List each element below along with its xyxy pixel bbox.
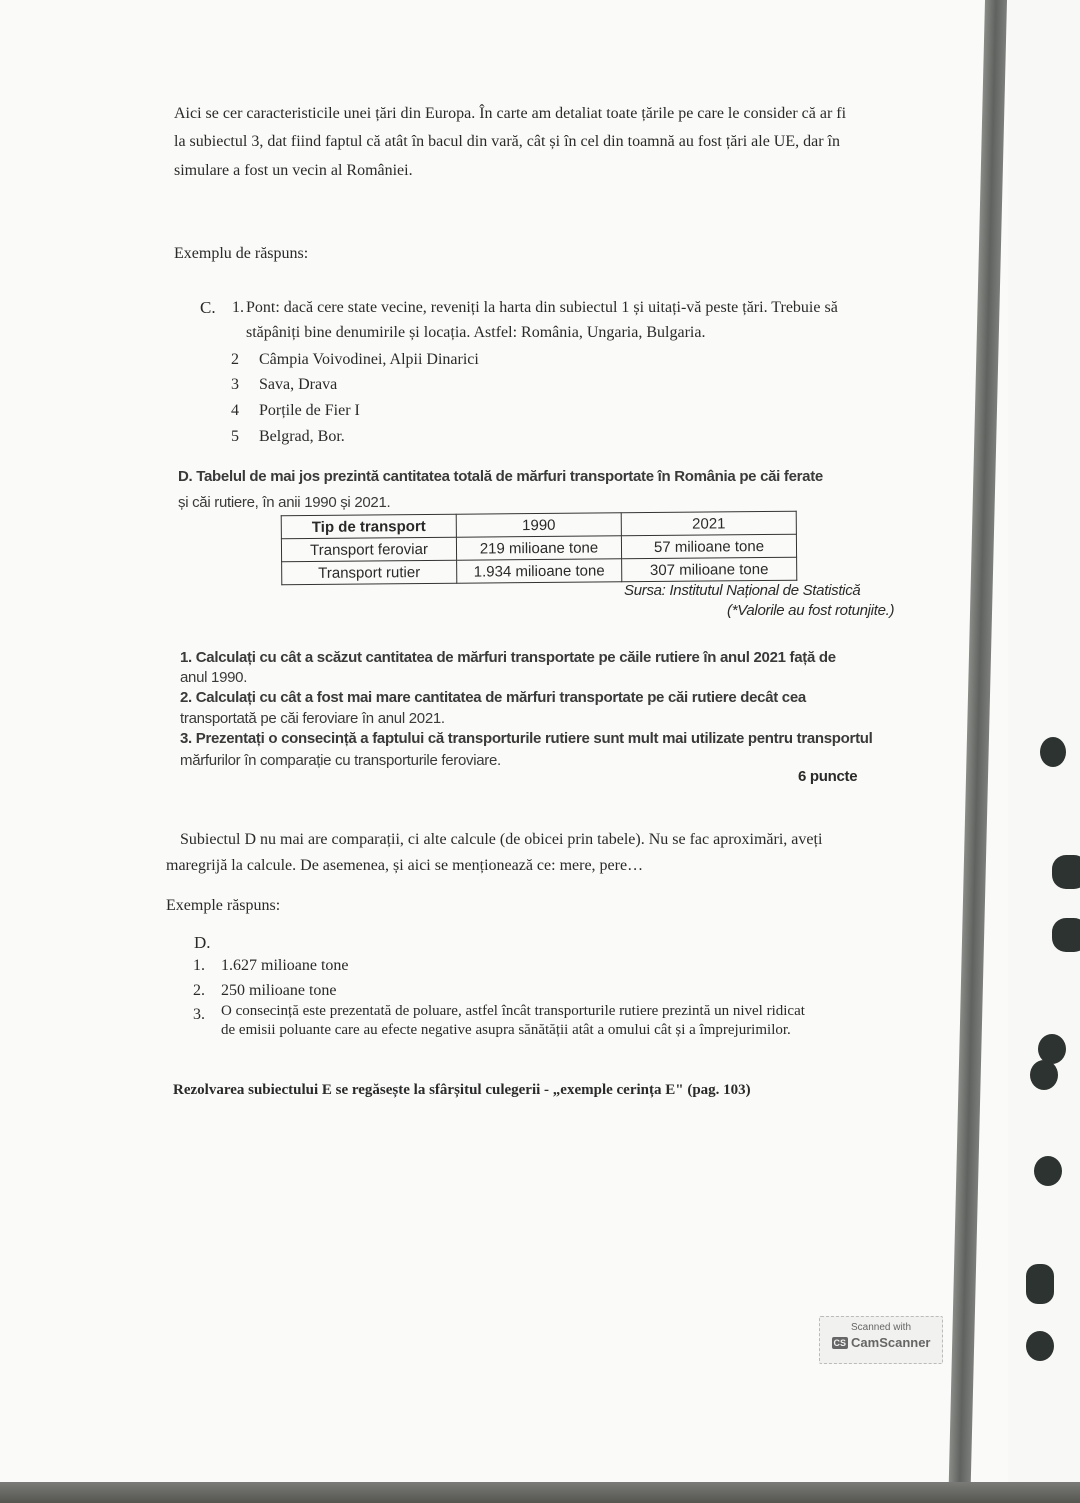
- question-1-line-2: anul 1990.: [180, 669, 248, 686]
- table-cell: Transport feroviar: [281, 537, 456, 562]
- example-c-item-1-line-2: stăpâniți bine denumirile și locația. Astfel: România, Ungaria, Bulgaria.: [246, 324, 706, 341]
- watermark-top-text: Scanned with: [850, 1322, 912, 1333]
- table-source: Sursa: Institutul Național de Statistică: [624, 582, 861, 599]
- watermark-brand: CamScanner: [851, 1335, 931, 1350]
- transport-table: [281, 511, 798, 586]
- subject-d-intro-line-1: D. Tabelul de mai jos prezintă cantitatea totală de mărfuri transportate în România pe căi ferate: [178, 468, 823, 485]
- example-c-item-2-text: Câmpia Voivodinei, Alpii Dinarici: [259, 351, 479, 368]
- commentary-line-2: maregrijă la calcule. De asemenea, și aici se menționează ce: mere, pere…: [166, 857, 644, 874]
- example-c-letter: C.: [200, 298, 216, 317]
- example-c-item-5-text: Belgrad, Bor.: [259, 428, 345, 445]
- binder-hole-icon: [1052, 918, 1080, 952]
- example-d-heading: Exemple răspuns:: [166, 897, 281, 914]
- example-d-item-1-num: 1.: [193, 957, 205, 974]
- binder-hole-icon: [1034, 1156, 1062, 1186]
- example-c-item-4-num: 4: [231, 402, 239, 419]
- example-c-item-3-num: 3: [231, 376, 239, 393]
- example-c-item-1-num: 1.: [232, 299, 244, 316]
- example-c-item-4-text: Porțile de Fier I: [259, 402, 360, 419]
- camscanner-watermark: [819, 1316, 943, 1364]
- points-label: 6 puncte: [798, 768, 858, 785]
- example-d-item-3-num: 3.: [193, 1006, 205, 1023]
- table-cell: Transport rutier: [282, 560, 457, 585]
- binder-hole-icon: [1026, 1331, 1054, 1361]
- table-note: (*Valorile au fost rotunjite.): [727, 602, 895, 619]
- question-2-line-1: 2. Calculați cu cât a fost mai mare cantitatea de mărfuri transportate pe căi rutiere decât cea: [180, 689, 806, 706]
- table-cell: 307 milioane tone: [622, 557, 797, 582]
- commentary-line-1: Subiectul D nu mai are comparații, ci alte calcule (de obicei prin tabele). Nu se fac aproximări, aveți: [180, 831, 823, 848]
- table-header: Tip de transport: [281, 514, 456, 539]
- intro-line-1: Aici se cer caracteristicile unei țări din Europa. În carte am detaliat toate țările pe care le consider că ar fi: [174, 105, 847, 122]
- example-d-item-2-text: 250 milioane tone: [221, 982, 337, 999]
- bottom-shadow-edge: [0, 1482, 1080, 1503]
- question-3-line-1: 3. Prezentați o consecință a faptului că transporturile rutiere sunt mult mai utilizate pentru transportul: [180, 730, 873, 747]
- table-cell: 57 milioane tone: [621, 534, 796, 559]
- intro-line-3: simulare a fost un vecin al României.: [174, 162, 413, 179]
- table-header: 2021: [621, 511, 796, 536]
- camscanner-logo-icon: CS: [833, 1338, 847, 1348]
- sleeve-margin: [1008, 0, 1080, 1503]
- binder-hole-icon: [1030, 1060, 1058, 1090]
- intro-line-2: la subiectul 3, dat fiind faptul că atât în bacul din vară, cât și în cel din toamnă au fost țări ale UE, dar în: [174, 133, 840, 150]
- example-c-heading: Exemplu de răspuns:: [174, 245, 309, 262]
- example-d-item-2-num: 2.: [193, 982, 205, 999]
- subject-e-note: Rezolvarea subiectului E se regăsește la sfârșitul culegerii - „exemple cerința E" (pag. 103): [173, 1082, 751, 1098]
- example-c-item-2-num: 2: [231, 351, 239, 368]
- example-c-item-1-line-1: Pont: dacă cere state vecine, reveniți la harta din subiectul 1 și uitați-vă peste țări. Trebuie să: [246, 299, 838, 316]
- table-header: 1990: [456, 513, 621, 537]
- example-c-item-3-text: Sava, Drava: [259, 376, 338, 393]
- question-3-line-2: mărfurilor în comparație cu transporturile feroviare.: [180, 752, 501, 769]
- example-d-item-3-line-2: de emisii poluante care au efecte negative asupra sănătății atât a omului cât și a împrejurimilor.: [221, 1022, 791, 1038]
- binder-hole-icon: [1026, 1264, 1054, 1304]
- table-cell: 1.934 milioane tone: [457, 559, 622, 583]
- example-c-item-5-num: 5: [231, 428, 239, 445]
- example-d-item-3-line-1: O consecință este prezentată de poluare, astfel încât transporturile rutiere prezintă un nivel ridicat: [221, 1003, 805, 1019]
- binder-hole-icon: [1052, 855, 1080, 889]
- table-cell: 219 milioane tone: [456, 536, 621, 560]
- question-1-line-1: 1. Calculați cu cât a scăzut cantitatea de mărfuri transportate pe căile rutiere în anul 2021 față de: [180, 649, 836, 666]
- watermark-brand-row: [820, 1335, 942, 1350]
- subject-d-intro-line-2: și căi rutiere, în anii 1990 și 2021.: [178, 494, 391, 511]
- question-2-line-2: transportată pe căi feroviare în anul 2021.: [180, 710, 445, 727]
- example-d-letter: D.: [194, 933, 211, 952]
- example-d-item-1-text: 1.627 milioane tone: [221, 957, 349, 974]
- binder-hole-icon: [1040, 737, 1066, 767]
